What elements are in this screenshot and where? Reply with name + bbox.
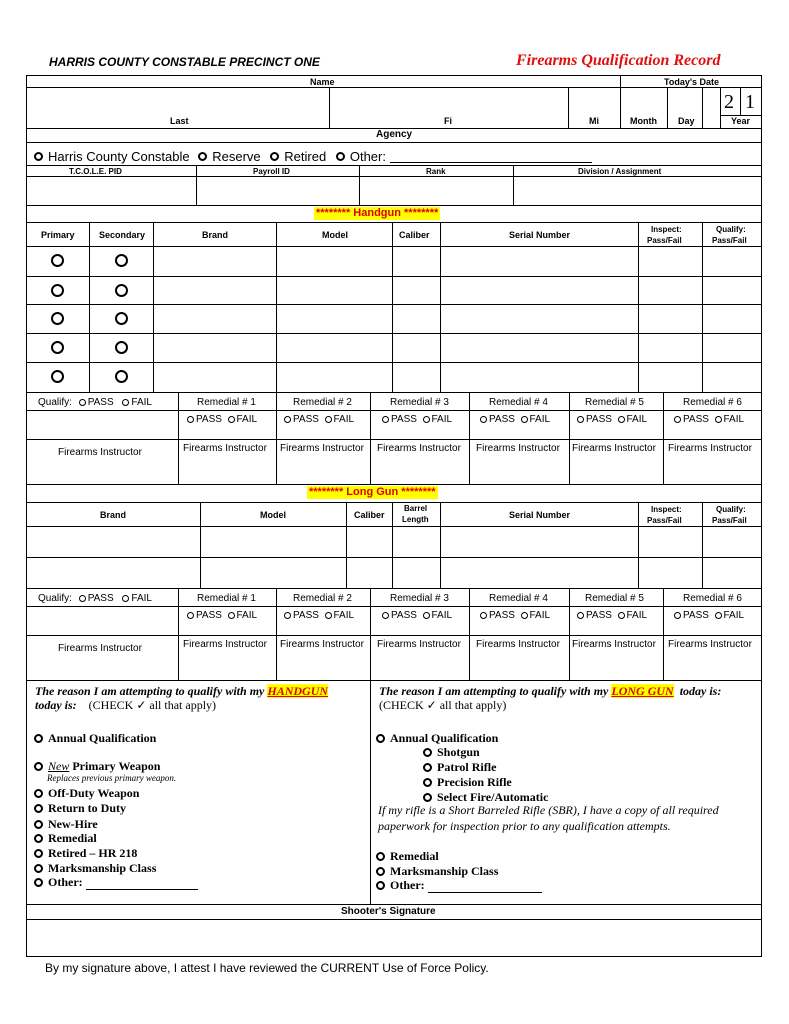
primary-col: Primary: [41, 230, 75, 240]
agency-other-option[interactable]: Other:: [336, 149, 386, 164]
lg-barrel-col-sub: Length: [402, 515, 429, 524]
lg-other-option[interactable]: Other:: [376, 878, 542, 893]
form-title: Firearms Qualification Record: [516, 52, 721, 69]
agency-hcc-option[interactable]: Harris County Constable: [34, 149, 190, 164]
attestation-text: By my signature above, I attest I have reviewed the CURRENT Use of Force Policy.: [45, 961, 489, 975]
hg-remedial-6: Remedial # 6: [683, 397, 742, 408]
serial-col: Serial Number: [509, 230, 571, 240]
agency-label: Agency: [376, 129, 413, 140]
longgun-banner: ******** Long Gun ********: [309, 486, 436, 498]
day-label: Day: [678, 116, 695, 126]
hg-annual-option[interactable]: Annual Qualification: [34, 731, 156, 746]
hg-reason-title: The reason I am attempting to qualify with my HANDGUN: [35, 684, 329, 698]
lg-instructor-6: Firearms Instructor: [668, 639, 752, 650]
hg-new-primary-note: Replaces previous primary weapon.: [47, 773, 177, 783]
hg-marks-option[interactable]: Marksmanship Class: [34, 861, 156, 876]
inspect-col: Inspect:: [651, 225, 682, 234]
hg-instructor-5: Firearms Instructor: [572, 443, 656, 454]
lg-qualify-pass[interactable]: PASS: [79, 593, 114, 604]
secondary-radio-2[interactable]: [115, 284, 128, 297]
hg-rem2-passfail[interactable]: PASS FAIL: [284, 414, 354, 425]
last-name-label: Last: [170, 116, 189, 126]
hg-remedial-2: Remedial # 2: [293, 397, 352, 408]
hg-instructor-2: Firearms Instructor: [280, 443, 364, 454]
qualify-col-sub: Pass/Fail: [712, 236, 747, 245]
hg-rem1-passfail[interactable]: PASS FAIL: [187, 414, 257, 425]
lg-annual-option[interactable]: Annual Qualification: [376, 731, 498, 746]
lg-rem6-passfail[interactable]: PASS FAIL: [674, 610, 744, 621]
hg-instructor-3: Firearms Instructor: [377, 443, 461, 454]
lg-qualify-col-sub: Pass/Fail: [712, 516, 747, 525]
lg-qualify-col: Qualify:: [716, 505, 746, 514]
hg-other-option[interactable]: Other:: [34, 875, 198, 890]
lg-remedial-3: Remedial # 3: [390, 593, 449, 604]
org-title: HARRIS COUNTY CONSTABLE PRECINCT ONE: [49, 55, 320, 69]
lg-remedial-6: Remedial # 6: [683, 593, 742, 604]
lg-rem4-passfail[interactable]: PASS FAIL: [480, 610, 550, 621]
hg-remedial-5: Remedial # 5: [585, 397, 644, 408]
hg-remedial-1: Remedial # 1: [197, 397, 256, 408]
lg-rem5-passfail[interactable]: PASS FAIL: [577, 610, 647, 621]
qualify-col: Qualify:: [716, 225, 746, 234]
secondary-radio-4[interactable]: [115, 341, 128, 354]
hg-instructor-4: Firearms Instructor: [476, 443, 560, 454]
hg-rem6-passfail[interactable]: PASS FAIL: [674, 414, 744, 425]
primary-radio-2[interactable]: [51, 284, 64, 297]
lg-sbr-note-1: If my rifle is a Short Barreled Rifle (SBR), I have a copy of all required: [378, 803, 719, 817]
lg-shotgun-option[interactable]: Shotgun: [423, 745, 480, 760]
lg-rem3-passfail[interactable]: PASS FAIL: [382, 610, 452, 621]
lg-inspect-col: Inspect:: [651, 505, 682, 514]
primary-radio-3[interactable]: [51, 312, 64, 325]
division-label: Division / Assignment: [578, 167, 662, 176]
rank-label: Rank: [426, 167, 446, 176]
primary-radio-5[interactable]: [51, 370, 64, 383]
lg-marks-option[interactable]: Marksmanship Class: [376, 864, 498, 879]
primary-radio-4[interactable]: [51, 341, 64, 354]
hg-remedial-3: Remedial # 3: [390, 397, 449, 408]
hg-rem4-passfail[interactable]: PASS FAIL: [480, 414, 550, 425]
lg-remedial-1: Remedial # 1: [197, 593, 256, 604]
agency-retired-option[interactable]: Retired: [270, 149, 326, 164]
lg-instructor-4: Firearms Instructor: [476, 639, 560, 650]
signature-field[interactable]: [27, 920, 761, 956]
hg-qualify-fail[interactable]: FAIL: [122, 397, 152, 408]
hg-new-primary-option[interactable]: New Primary Weapon: [34, 759, 160, 774]
hg-qualify-pass[interactable]: PASS: [79, 397, 114, 408]
lg-precision-option[interactable]: Precision Rifle: [423, 775, 512, 790]
lg-barrel-col: Barrel: [404, 504, 428, 513]
lg-instructor-5: Firearms Instructor: [572, 639, 656, 650]
secondary-radio-3[interactable]: [115, 312, 128, 325]
lg-inspect-col-sub: Pass/Fail: [647, 516, 682, 525]
lg-instructor-main: Firearms Instructor: [58, 643, 142, 654]
handgun-banner: ******** Handgun ********: [316, 207, 439, 219]
lg-remedial-4: Remedial # 4: [489, 593, 548, 604]
hg-rem5-passfail[interactable]: PASS FAIL: [577, 414, 647, 425]
lg-reason-check: (CHECK ✓ all that apply): [379, 698, 507, 712]
agency-reserve-option[interactable]: Reserve: [198, 149, 260, 164]
lg-rem1-passfail[interactable]: PASS FAIL: [187, 610, 257, 621]
secondary-col: Secondary: [99, 230, 146, 240]
lg-brand-col: Brand: [100, 510, 127, 520]
inspect-col-sub: Pass/Fail: [647, 236, 682, 245]
hg-remedial-option[interactable]: Remedial: [34, 831, 97, 846]
hg-retired-option[interactable]: Retired – HR 218: [34, 846, 137, 861]
year-digit-1: 2: [724, 91, 734, 113]
lg-remedial-option[interactable]: Remedial: [376, 849, 439, 864]
year-label: Year: [731, 116, 751, 126]
hg-instructor-main: Firearms Instructor: [58, 447, 142, 458]
model-col: Model: [322, 230, 348, 240]
lg-instructor-3: Firearms Instructor: [377, 639, 461, 650]
lg-sbr-note-2: paperwork for inspection prior to any qualification attempts.: [378, 819, 671, 833]
hg-newhire-option[interactable]: New-Hire: [34, 817, 98, 832]
name-label: Name: [310, 77, 335, 87]
todays-date-label: Today's Date: [664, 77, 719, 87]
hg-offduty-option[interactable]: Off-Duty Weapon: [34, 786, 139, 801]
hg-instructor-6: Firearms Instructor: [668, 443, 752, 454]
lg-instructor-1: Firearms Instructor: [183, 639, 267, 650]
hg-rem3-passfail[interactable]: PASS FAIL: [382, 414, 452, 425]
hg-qualify-group: Qualify: PASS FAIL: [38, 397, 152, 408]
lg-remedial-2: Remedial # 2: [293, 593, 352, 604]
lg-reason-title: The reason I am attempting to qualify with my LONG GUN today is:: [379, 684, 722, 698]
secondary-radio-1[interactable]: [115, 254, 128, 267]
lg-patrol-option[interactable]: Patrol Rifle: [423, 760, 496, 775]
signature-label: Shooter's Signature: [341, 906, 436, 917]
hg-instructor-1: Firearms Instructor: [183, 443, 267, 454]
lg-select-option[interactable]: Select Fire/Automatic: [423, 790, 548, 805]
hg-remedial-4: Remedial # 4: [489, 397, 548, 408]
month-label: Month: [630, 116, 657, 126]
payroll-label: Payroll ID: [253, 167, 290, 176]
lg-rem2-passfail[interactable]: PASS FAIL: [284, 610, 354, 621]
lg-serial-col: Serial Number: [509, 510, 571, 520]
hg-reason-line2: today is: (CHECK ✓ all that apply): [35, 698, 217, 712]
lg-instructor-2: Firearms Instructor: [280, 639, 364, 650]
lg-remedial-5: Remedial # 5: [585, 593, 644, 604]
agency-options: [34, 148, 592, 163]
hg-return-option[interactable]: Return to Duty: [34, 801, 126, 816]
agency-other-field[interactable]: [390, 148, 592, 163]
lg-caliber-col: Caliber: [354, 510, 385, 520]
tcole-label: T.C.O.L.E. PID: [69, 167, 122, 176]
secondary-radio-5[interactable]: [115, 370, 128, 383]
lg-other-field[interactable]: [428, 880, 542, 893]
hg-other-field[interactable]: [86, 877, 198, 890]
first-name-label: Fi: [444, 116, 452, 126]
lg-model-col: Model: [260, 510, 286, 520]
lg-qualify-group: Qualify: PASS FAIL: [38, 593, 152, 604]
lg-qualify-fail[interactable]: FAIL: [122, 593, 152, 604]
year-digit-2: 1: [745, 91, 755, 113]
brand-col: Brand: [202, 230, 229, 240]
primary-radio-1[interactable]: [51, 254, 64, 267]
middle-initial-label: Mi: [589, 116, 599, 126]
caliber-col: Caliber: [399, 230, 430, 240]
